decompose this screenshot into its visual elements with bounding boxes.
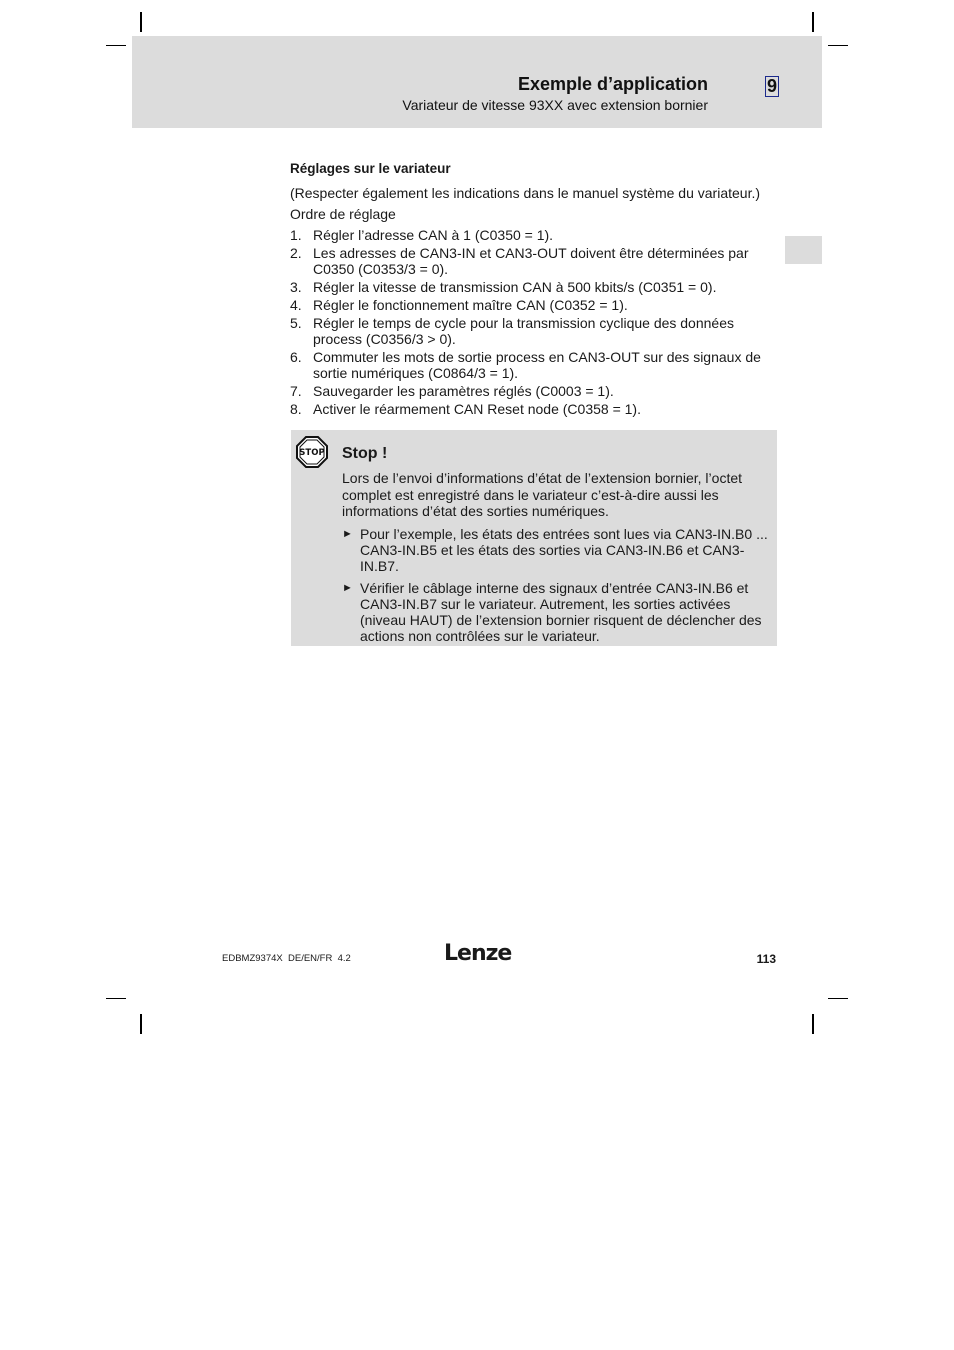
crop-mark-bottom-left-vertical	[140, 1014, 142, 1034]
step-number: 3.	[290, 279, 302, 295]
crop-mark-bottom-right-horizontal	[828, 998, 848, 999]
stop-bullet-item	[342, 526, 768, 574]
step-item	[290, 349, 770, 381]
step-item	[290, 279, 770, 295]
step-number: 2.	[290, 245, 302, 261]
step-number: 1.	[290, 227, 302, 243]
step-item	[290, 297, 770, 313]
step-text: Les adresses de CAN3-IN et CAN3-OUT doivent être déterminées par C0350 (C0353/3 = 0).	[313, 245, 749, 277]
step-text: Régler l’adresse CAN à 1 (C0350 = 1).	[313, 227, 554, 243]
step-text: Régler le temps de cycle pour la transmission cyclique des données process (C0356/3 > 0).	[313, 315, 734, 347]
step-item	[290, 401, 770, 417]
chapter-side-tab	[785, 236, 822, 264]
step-number: 5.	[290, 315, 302, 331]
step-text: Activer le réarmement CAN Reset node (C0358 = 1).	[313, 401, 641, 417]
step-number: 8.	[290, 401, 302, 417]
step-number: 6.	[290, 349, 302, 365]
stop-sign-label: STOP	[299, 448, 325, 458]
page-number: 113	[756, 952, 776, 966]
crop-mark-bottom-left-horizontal	[106, 998, 126, 999]
setting-order-label: Ordre de réglage	[290, 206, 396, 222]
header-subtitle: Variateur de vitesse 93XX avec extension bornier	[402, 97, 708, 113]
header-title: Exemple d’application	[517, 74, 708, 94]
step-text: Régler la vitesse de transmission CAN à 500 kbits/s (C0351 = 0).	[313, 279, 717, 295]
step-text: Sauvegarder les paramètres réglés (C0003 = 1).	[313, 383, 614, 399]
section-heading: Réglages sur le variateur	[290, 161, 451, 176]
step-item	[290, 315, 770, 347]
stop-sign-icon	[296, 436, 328, 468]
crop-mark-top-left-vertical	[140, 12, 142, 32]
crop-mark-top-right-horizontal	[828, 45, 848, 46]
stop-description: Lors de l’envoi d’informations d’état de l’extension bornier, l’octet complet est enregistré dans le variateur c’est-à-dire aussi les informations d’état des sorties numériques.	[342, 470, 743, 519]
step-number: 7.	[290, 383, 302, 399]
stop-warning-box	[291, 430, 777, 646]
crop-mark-bottom-right-vertical	[812, 1014, 814, 1034]
step-item	[290, 383, 770, 399]
setting-steps-list	[290, 227, 770, 419]
bullet-arrow-icon: ►	[342, 582, 353, 594]
stop-bullet-item	[342, 580, 768, 644]
bullet-text: Pour l’exemple, les états des entrées sont lues via CAN3-IN.B0 ... CAN3-IN.B5 et les états des sorties via CAN3-IN.B6 et CAN3-IN.B7.	[360, 526, 768, 574]
system-manual-note: (Respecter également les indications dans le manuel système du variateur.)	[290, 185, 761, 201]
step-item	[290, 227, 770, 243]
crop-mark-top-left-horizontal	[106, 45, 126, 46]
step-text: Commuter les mots de sortie process en CAN3-OUT sur des signaux de sortie numériques (C0864/3 = 1).	[313, 349, 761, 381]
stop-bullet-list	[342, 526, 768, 650]
stop-title: Stop !	[342, 445, 388, 462]
bullet-text: Vérifier le câblage interne des signaux d’entrée CAN3-IN.B6 et CAN3-IN.B7 sur le variateur. Autrement, les sorties activées (niveau HAUT) de l’extension bornier risquent de déclencher des actions non contrôlées sur le variateur.	[360, 580, 762, 644]
step-text: Régler le fonctionnement maître CAN (C0352 = 1).	[313, 297, 628, 313]
chapter-number-box: 9	[766, 76, 777, 96]
step-number: 4.	[290, 297, 302, 313]
step-item	[290, 245, 770, 277]
crop-mark-top-right-vertical	[812, 12, 814, 32]
bullet-arrow-icon: ►	[342, 528, 353, 540]
document-id: EDBMZ9374X DE/EN/FR 4.2	[222, 953, 351, 964]
page-header	[132, 36, 822, 128]
lenze-logo: Lenze	[444, 941, 512, 966]
